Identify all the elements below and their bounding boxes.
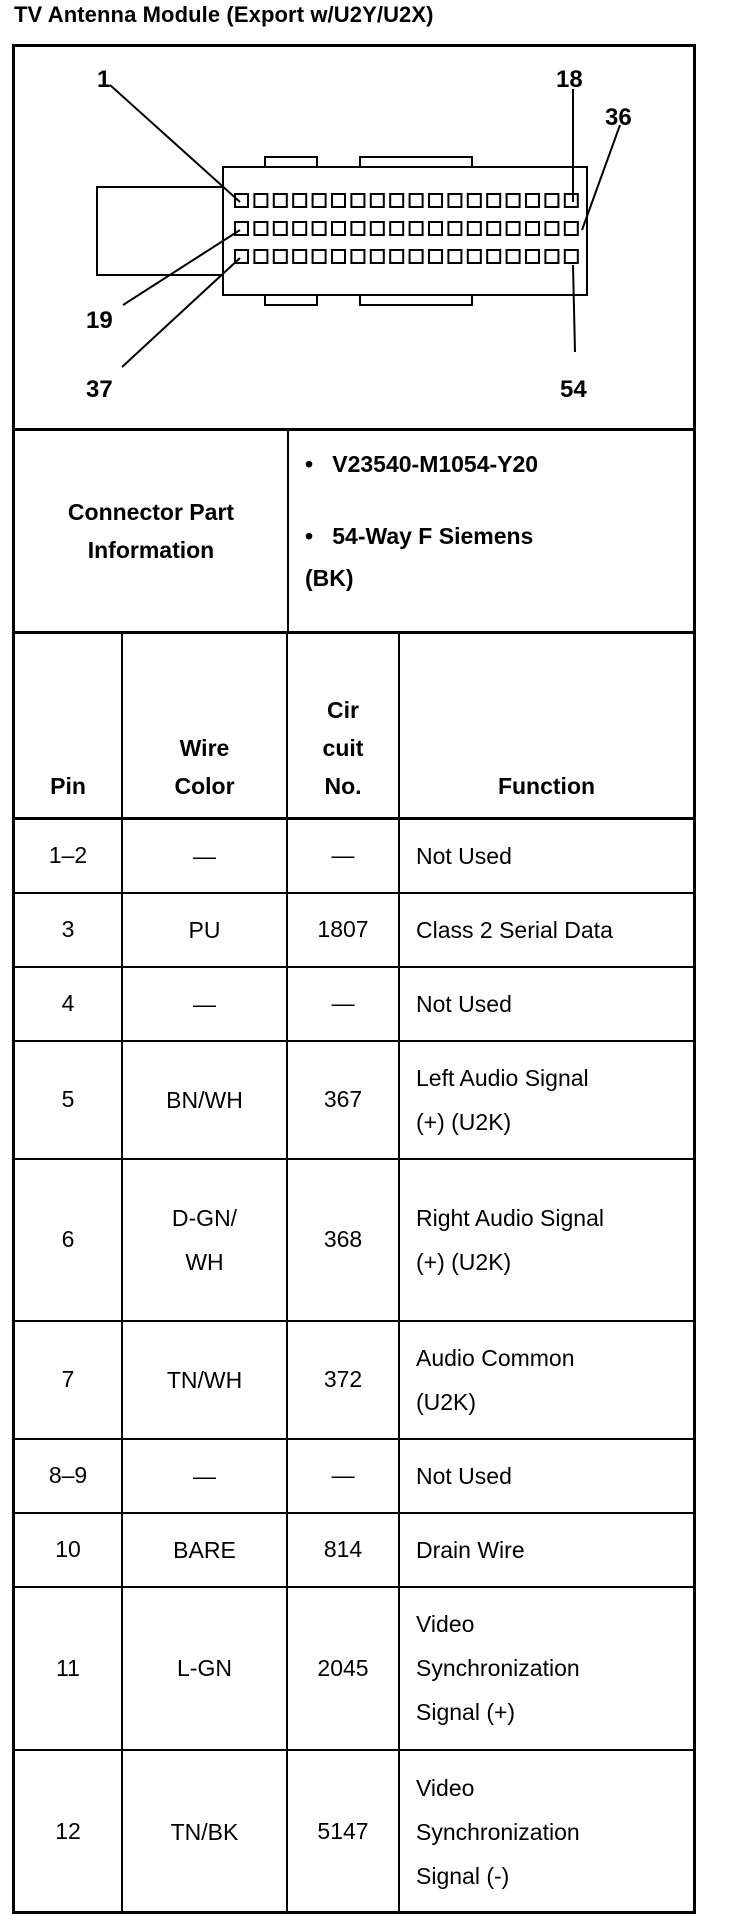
pin-cavity xyxy=(545,222,558,235)
circuit-cell: — xyxy=(287,967,399,1041)
connector-color: (BK) xyxy=(305,565,354,591)
bullet-icon: • xyxy=(305,451,314,477)
function-cell: Drain Wire xyxy=(399,1513,693,1587)
wire-color-cell: — xyxy=(122,967,287,1041)
pin-cavity xyxy=(487,250,500,263)
pin-cavity xyxy=(371,250,384,263)
table-row xyxy=(15,1439,693,1513)
function-cell: Right Audio Signal (+) (U2K) xyxy=(399,1159,693,1321)
pin-table xyxy=(15,631,693,1913)
table-row xyxy=(15,893,693,967)
pin-cavity xyxy=(371,194,384,207)
pin-cell: 12 xyxy=(15,1750,122,1913)
pin-cavity xyxy=(254,250,267,263)
function-cell: Audio Common (U2K) xyxy=(399,1321,693,1439)
pin-cavity xyxy=(313,194,326,207)
pin-cell: 5 xyxy=(15,1041,122,1159)
function-cell: Class 2 Serial Data xyxy=(399,893,693,967)
circuit-cell: 368 xyxy=(287,1159,399,1321)
pin-cavity xyxy=(371,222,384,235)
pin-cavity xyxy=(313,222,326,235)
pin-cavity xyxy=(293,222,306,235)
pin-cavity xyxy=(332,194,345,207)
table-row xyxy=(15,1513,693,1587)
leader-pin1 xyxy=(110,85,240,202)
connector-tab-bottom-left xyxy=(265,295,317,305)
connector-info-heading-line1: Connector Part xyxy=(67,499,235,525)
pin-cavity xyxy=(274,222,287,235)
connector-tab-top-left xyxy=(265,157,317,167)
function-cell: Not Used xyxy=(399,1439,693,1513)
circuit-cell: 367 xyxy=(287,1041,399,1159)
circuit-cell: — xyxy=(287,819,399,893)
label-pin18: 18 xyxy=(556,66,583,93)
connector-info-section xyxy=(15,428,693,631)
part-number-item xyxy=(305,451,538,478)
table-row xyxy=(15,967,693,1041)
function-cell: Not Used xyxy=(399,819,693,893)
pin-cavity xyxy=(507,194,520,207)
pin-cavity xyxy=(429,250,442,263)
label-pin36: 36 xyxy=(605,104,632,131)
header-pin: Pin xyxy=(15,633,122,819)
connector-sheet xyxy=(12,44,696,1914)
pin-cavity xyxy=(565,194,578,207)
pin-cavity xyxy=(565,222,578,235)
pin-cavity xyxy=(526,222,539,235)
pin-cell: 10 xyxy=(15,1513,122,1587)
circuit-cell: 372 xyxy=(287,1321,399,1439)
header-circuit-number: Cir cuit No. xyxy=(287,633,399,819)
label-pin19: 19 xyxy=(86,307,113,334)
table-row xyxy=(15,819,693,893)
pin-cavity xyxy=(448,222,461,235)
connector-info-values xyxy=(289,431,693,631)
pin-cell: 4 xyxy=(15,967,122,1041)
pin-cell: 8–9 xyxy=(15,1439,122,1513)
pin-cavity xyxy=(390,222,403,235)
label-pin54: 54 xyxy=(560,376,587,403)
pin-cell: 7 xyxy=(15,1321,122,1439)
circuit-cell: 5147 xyxy=(287,1750,399,1913)
circuit-cell: 814 xyxy=(287,1513,399,1587)
connector-tab-top-right xyxy=(360,157,472,167)
table-row xyxy=(15,1159,693,1321)
pin-cavity xyxy=(293,250,306,263)
pin-cell: 11 xyxy=(15,1587,122,1750)
table-header-row xyxy=(15,633,693,819)
pin-cavity xyxy=(448,194,461,207)
connector-info-heading xyxy=(15,431,289,631)
function-cell: Left Audio Signal (+) (U2K) xyxy=(399,1041,693,1159)
wire-color-cell: L-GN xyxy=(122,1587,287,1750)
wire-color-cell: D-GN/ WH xyxy=(122,1159,287,1321)
connector-description: 54-Way F Siemens xyxy=(332,523,534,549)
label-pin1: 1 xyxy=(97,66,111,93)
pin-cavity xyxy=(254,222,267,235)
pin-cavity xyxy=(468,222,481,235)
header-function: Function xyxy=(399,633,693,819)
pin-cavity xyxy=(410,250,423,263)
part-number: V23540-M1054-Y20 xyxy=(332,451,539,477)
pin-cavity xyxy=(293,194,306,207)
pin-cavity xyxy=(487,222,500,235)
pin-cavity xyxy=(332,250,345,263)
pin-cavity xyxy=(526,194,539,207)
pin-cavity xyxy=(390,194,403,207)
label-pin37: 37 xyxy=(86,376,113,403)
pin-cavity xyxy=(468,194,481,207)
pin-cavity xyxy=(274,194,287,207)
wire-color-cell: BN/WH xyxy=(122,1041,287,1159)
circuit-cell: 2045 xyxy=(287,1587,399,1750)
pin-cavity xyxy=(274,250,287,263)
table-row xyxy=(15,1750,693,1913)
pin-cavity xyxy=(410,222,423,235)
connector-latch xyxy=(97,187,223,275)
pin-cavity xyxy=(351,194,364,207)
pin-cavity xyxy=(545,250,558,263)
wire-color-cell: — xyxy=(122,1439,287,1513)
pin-cavity xyxy=(429,222,442,235)
circuit-cell: — xyxy=(287,1439,399,1513)
pin-cavity xyxy=(410,194,423,207)
function-cell: Video Synchronization Signal (+) xyxy=(399,1587,693,1750)
pin-cavity xyxy=(390,250,403,263)
wire-color-cell: — xyxy=(122,819,287,893)
pin-cavity xyxy=(429,194,442,207)
pin-cavity xyxy=(351,222,364,235)
pin-cavity xyxy=(332,222,345,235)
pin-cavity xyxy=(507,222,520,235)
pin-cavity xyxy=(526,250,539,263)
pin-cavity xyxy=(313,250,326,263)
pin-cell: 3 xyxy=(15,893,122,967)
bullet-icon: • xyxy=(305,523,314,549)
pin-cavity xyxy=(351,250,364,263)
wire-color-cell: PU xyxy=(122,893,287,967)
pin-cavity xyxy=(254,194,267,207)
pin-cavity xyxy=(487,194,500,207)
pin-cell: 6 xyxy=(15,1159,122,1321)
function-cell: Not Used xyxy=(399,967,693,1041)
wire-color-cell: TN/BK xyxy=(122,1750,287,1913)
pin-cavity xyxy=(507,250,520,263)
wire-color-cell: BARE xyxy=(122,1513,287,1587)
wire-color-cell: TN/WH xyxy=(122,1321,287,1439)
connector-tab-bottom-right xyxy=(360,295,472,305)
connector-diagram xyxy=(15,47,693,428)
pin-cavity xyxy=(565,250,578,263)
header-wire-color: Wire Color xyxy=(122,633,287,819)
pin-cavity xyxy=(448,250,461,263)
pin-cell: 1–2 xyxy=(15,819,122,893)
circuit-cell: 1807 xyxy=(287,893,399,967)
function-cell: Video Synchronization Signal (-) xyxy=(399,1750,693,1913)
connector-description-item xyxy=(305,523,533,550)
page-title: TV Antenna Module (Export w/U2Y/U2X) xyxy=(14,2,434,27)
pin-cavity xyxy=(545,194,558,207)
table-row xyxy=(15,1587,693,1750)
pin-cavity xyxy=(468,250,481,263)
table-row xyxy=(15,1321,693,1439)
table-row xyxy=(15,1041,693,1159)
connector-info-heading-line2: Information xyxy=(87,537,215,563)
